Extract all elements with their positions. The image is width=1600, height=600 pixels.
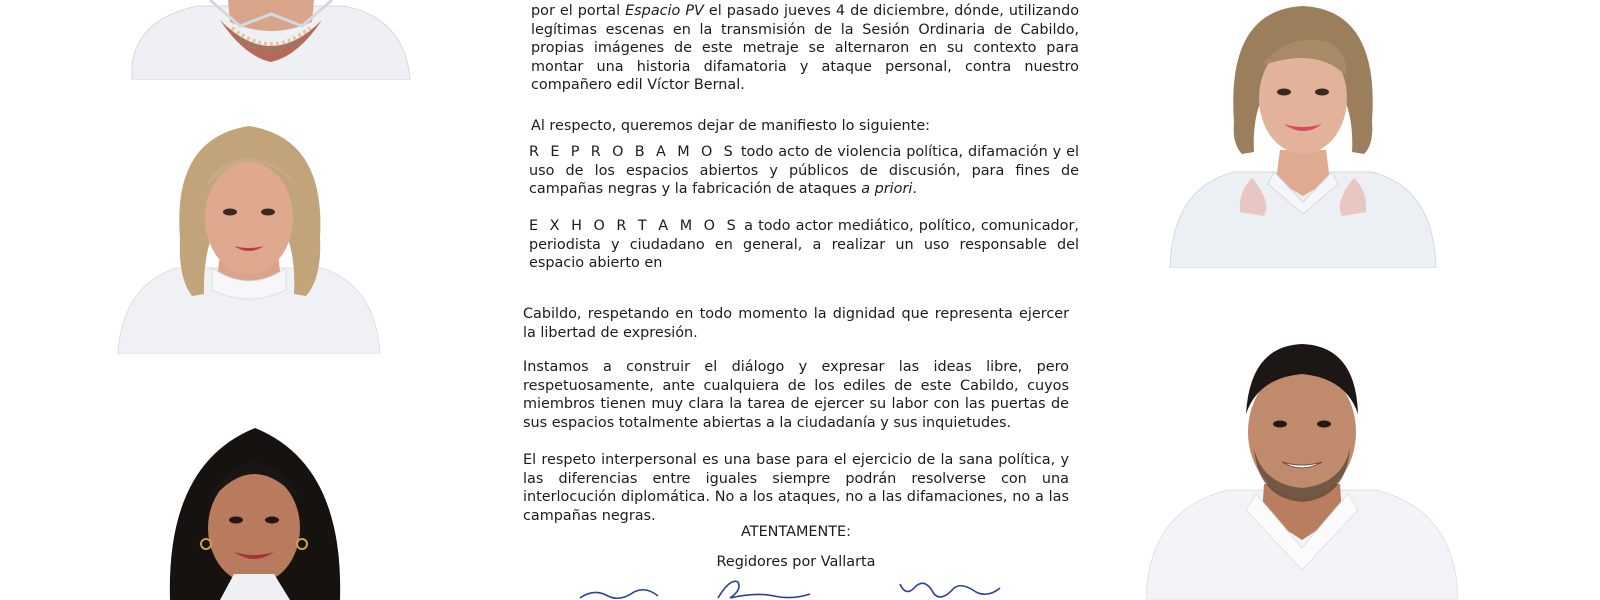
person-portrait-icon (116, 118, 382, 354)
cabildo-paragraph: Cabildo, respetando en todo momento la dignidad que representa ejercer la libertad de expresión. (523, 306, 1069, 341)
person-portrait-icon (1168, 2, 1438, 268)
reprobamos-end: . (912, 181, 917, 198)
portrait-woman-top-left (128, 0, 414, 80)
exhortamos-text: a todo actor mediático, político, comunicador, periodista y ciudadano en general, a realizar un uso responsable del espacio abierto en (529, 218, 1079, 272)
portrait-woman-blonde (116, 118, 382, 354)
exhortamos-paragraph (529, 217, 1079, 273)
portrait-man-right (1146, 344, 1458, 600)
person-portrait-icon (1146, 344, 1458, 600)
respeto-paragraph: El respeto interpersonal es una base para el ejercicio de la sana política, y las diferencias entre iguales siempre podrán resolverse con una interlocución diplomática. No a los ataques, no a las difamaciones, no a las campañas negras. (523, 452, 1069, 524)
portal-name: Espacio PV (625, 3, 704, 19)
intro-suffix: el pasado jueves 4 de diciembre, dónde, utilizando legítimas escenas en la transmisión de la Sesión Ordinaria de Cabildo, propias imágenes de este metraje se alternaron en su contexto para montar una historia difamatoria y ataque personal, contra nuestro compañero edil Víctor Bernal. (531, 3, 1080, 94)
instamos-paragraph: Instamos a construir el diálogo y expresar las ideas libre, pero respetuosamente, ante cualquiera de los ediles de este Cabildo, cuyos miembros tienen muy clara la tarea de ejercer su labor con las puertas de sus espacios totalmente abiertas a la ciudadanía y sus inquietudes. (523, 359, 1069, 431)
reprobamos-text: todo acto de violencia política, difamación y el uso de los espacios abiertos y públicos de discusión, para fines de campañas negras y la fabricación de ataques (529, 144, 1079, 198)
portrait-woman-light-hair-right (1168, 2, 1438, 268)
a-priori-text: a priori (861, 181, 913, 198)
exhortamos-word: E X H O R T A M O S (529, 218, 739, 234)
intro-prefix: por el portal (531, 3, 626, 19)
intro-paragraph (531, 2, 1079, 95)
closing-salutation: ATENTAMENTE: (741, 524, 851, 540)
signed-by-line: Regidores por Vallarta (716, 554, 876, 570)
respect-paragraph: Al respecto, queremos dejar de manifiesto lo siguiente: (531, 118, 931, 134)
reprobamos-word: R E P R O B A M O S (529, 144, 736, 160)
portrait-woman-dark-hair (150, 424, 360, 600)
signatures-image (560, 576, 1040, 600)
reprobamos-paragraph (529, 143, 1079, 199)
person-portrait-icon (150, 424, 360, 600)
person-portrait-icon (128, 0, 414, 80)
